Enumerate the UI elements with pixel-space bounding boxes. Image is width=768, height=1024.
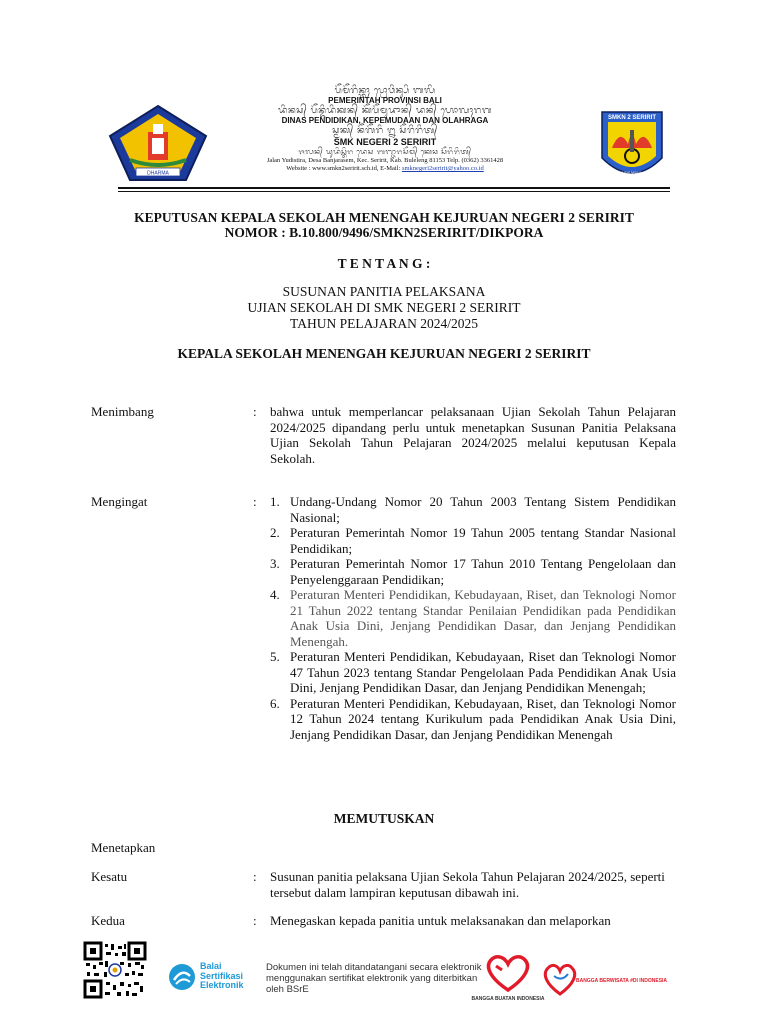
- logo-right-motto: AMERTA BHUWANA UTAMA: [609, 171, 655, 175]
- menimbang-text: bahwa untuk memperlancar pelaksanaan Ujian Sekolah Tahun Pelajaran 2024/2025 dipandang perlu untuk menetapkan Susunan Panitia Pelaksana Ujian Sekolah Tahun Pelajaran 2024/2025 melalui keputusan Kepala Sekolah.: [270, 404, 676, 466]
- decree-number: NOMOR : B.10.800/9496/SMKN2SERIRIT/DIKPORA: [224, 225, 544, 240]
- dept-name: DINAS PENDIDIKAN, KEPEMUDAAN DAN OLAHRAGA: [281, 116, 489, 125]
- qr-code: [84, 942, 146, 998]
- email-prefix: , E-Mail:: [376, 165, 402, 172]
- list-item-number: 1.: [270, 494, 280, 509]
- list-item-text: Peraturan Menteri Pendidikan, Kebudayaan, Riset, dan Teknologi Nomor 21 Tahun 2022 tentang Standar Penilaian Pendidikan pada Pendidikan Anak Usia Dini, Jenjang Pendidikan Dasar, dan Jenjang Pendidikan Menengah.: [290, 587, 676, 649]
- subject-line-1: SUSUNAN PANITIA PELAKSANA: [282, 284, 486, 299]
- balinese-address-line: ᬚᬮᬦ᭄ ᬬᬸᬤᬶᬲ᭄ᬢᬶᬭ ᬤᬾᬲ ᬩᬜ᭄ᬚᬭᬲᭂᬫ᭄ ᬓᬾᬘ ᬲᭂᬭᬶᬭᬶᬢ᭄: [298, 148, 472, 156]
- list-item: [270, 649, 676, 696]
- school-name: SMK NEGERI 2 SERIRIT: [333, 137, 437, 147]
- letterhead-rule-thin: [118, 191, 670, 192]
- list-item: [270, 696, 676, 743]
- bse-name-line-1: Balai: [200, 961, 222, 971]
- menimbang-colon: :: [253, 404, 257, 419]
- bangga-buatan-indonesia-logo: [471, 950, 545, 1006]
- list-item-text: Undang-Undang Nomor 20 Tahun 2003 Tentang Sistem Pendidikan Nasional;: [290, 494, 676, 525]
- website-prefix: Website :: [286, 165, 313, 172]
- balinese-dept-line: ᬤᬶᬦᬲ᭄ ᬧᭂᬦ᭄ᬤᬶᬤᬶᬓᬦ᭄ ᬓᭂᬧᭂᬫᬸᬤᬵᬦ᭄ ᬤᬦ᭄ ᬳᭀᬮᬄᬭᬕ: [277, 106, 493, 116]
- kesatu-colon: :: [253, 869, 257, 884]
- menetapkan-label: Menetapkan: [91, 840, 156, 855]
- website-link[interactable]: www.smkn2seririt.sch.id: [312, 165, 377, 172]
- letterhead-rule-thick: [118, 187, 670, 189]
- bali-province-logo: [106, 104, 210, 184]
- letterhead-text: [200, 86, 570, 173]
- mengingat-list: [270, 494, 676, 742]
- list-item: [270, 556, 676, 587]
- list-item-text: Peraturan Menteri Pendidikan, Kebudayaan, Riset dan Teknologi Nomor 47 Tahun 2023 tentang Standar Pengelolaan Pada Pendidikan Anak Usia Dini, Jenjang Pendidikan Dasar, dan Jenjang Pendidikan Menengah;: [290, 649, 676, 695]
- menimbang-label: Menimbang: [91, 404, 154, 419]
- school-logo: [596, 108, 668, 188]
- logo-right-text: SMKN 2 SERIRIT: [607, 115, 657, 121]
- bangga-berwisata-logo: [540, 956, 668, 1006]
- bse-signature-notice: Dokumen ini telah ditandatangani secara elektronik menggunakan sertifikat elektronik yang diterbitkan oleh BSrE: [266, 962, 482, 995]
- email-link[interactable]: smknegeri2seririt@yahoo.co.id: [401, 165, 484, 172]
- list-item: [270, 494, 676, 525]
- authority-heading: KEPALA SEKOLAH MENENGAH KEJURUAN NEGERI 2 SERIRIT: [177, 346, 591, 361]
- bangga1-text: BANGGA BUATAN INDONESIA: [471, 996, 545, 1002]
- list-item-text: Peraturan Menteri Pendidikan, Kebudayaan, Riset, dan Teknologi Nomor 12 Tahun 2024 tentang Kurikulum pada Pendidikan Anak Usia Dini, Jenjang Pendidikan Dasar, dan Jenjang Pendidikan Menengah: [290, 695, 676, 742]
- mengingat-colon: :: [253, 494, 257, 509]
- balinese-gov-line: ᬧᭂᬫᭂᬭᬶᬦ᭄ᬢᬄ ᬧ᭄ᬭᭀᬯᬶᬦ᭄ᬲᬶ ᬩᬮᬶ: [334, 86, 436, 96]
- logo-left-text: DHARMA: [147, 170, 169, 177]
- list-item-number: 4.: [270, 587, 280, 602]
- memutuskan-heading: MEMUTUSKAN: [333, 811, 435, 826]
- list-item-number: 5.: [270, 649, 280, 664]
- mengingat-label: Mengingat: [91, 494, 148, 509]
- list-item-number: 2.: [270, 525, 280, 540]
- list-item-text: Peraturan Pemerintah Nomor 17 Tahun 2010 Tentang Pengelolaan dan Penyelenggaraan Pendidikan;: [290, 556, 676, 587]
- subject-line-2: UJIAN SEKOLAH DI SMK NEGERI 2 SERIRIT: [247, 300, 521, 315]
- kedua-text: Menegaskan kepada panitia untuk melaksanakan dan melaporkan: [270, 913, 611, 928]
- bse-name-line-3: Elektronik: [200, 980, 244, 990]
- subject-line-3: TAHUN PELAJARAN 2024/2025: [290, 316, 478, 331]
- bangga2-text: BANGGA BERWISATA #DI INDONESIA: [576, 978, 668, 984]
- gov-name: PEMERINTAH PROVINSI BALI: [328, 96, 442, 105]
- bse-name-line-2: Sertifikasi: [200, 970, 244, 981]
- kedua-colon: :: [253, 913, 257, 928]
- kesatu-text: Susunan panitia pelaksana Ujian Sekola Tahun Pelajaran 2024/2025, seperti tersebut dalam lampiran keputusan dibawah ini.: [270, 869, 665, 900]
- list-item: [270, 587, 676, 649]
- decree-title: KEPUTUSAN KEPALA SEKOLAH MENENGAH KEJURUAN NEGERI 2 SERIRIT: [134, 210, 634, 225]
- list-item-text: Peraturan Pemerintah Nomor 19 Tahun 2005 tentang Standar Nasional Pendidikan;: [290, 525, 676, 556]
- list-item: [270, 525, 676, 556]
- balinese-school-line: ᬲ᭄ᬫᬓ᭄ ᬦᭂᬕᭂᬭᬶ ᭒ ᬲᭂᬭᬶᬭᬶᬢ᭄: [332, 126, 438, 136]
- school-address: Jalan Yudistira, Desa Banjarasem, Kec. Seririt, Kab. Buleleng 81153 Telp. (0362) 3361428: [266, 157, 504, 164]
- kedua-label: Kedua: [91, 913, 125, 928]
- tentang-heading: T E N T A N G :: [337, 256, 431, 271]
- list-item-number: 3.: [270, 556, 280, 571]
- school-contacts: [200, 165, 570, 173]
- bse-logo: [168, 962, 264, 992]
- list-item-number: 6.: [270, 695, 280, 711]
- kesatu-label: Kesatu: [91, 869, 128, 884]
